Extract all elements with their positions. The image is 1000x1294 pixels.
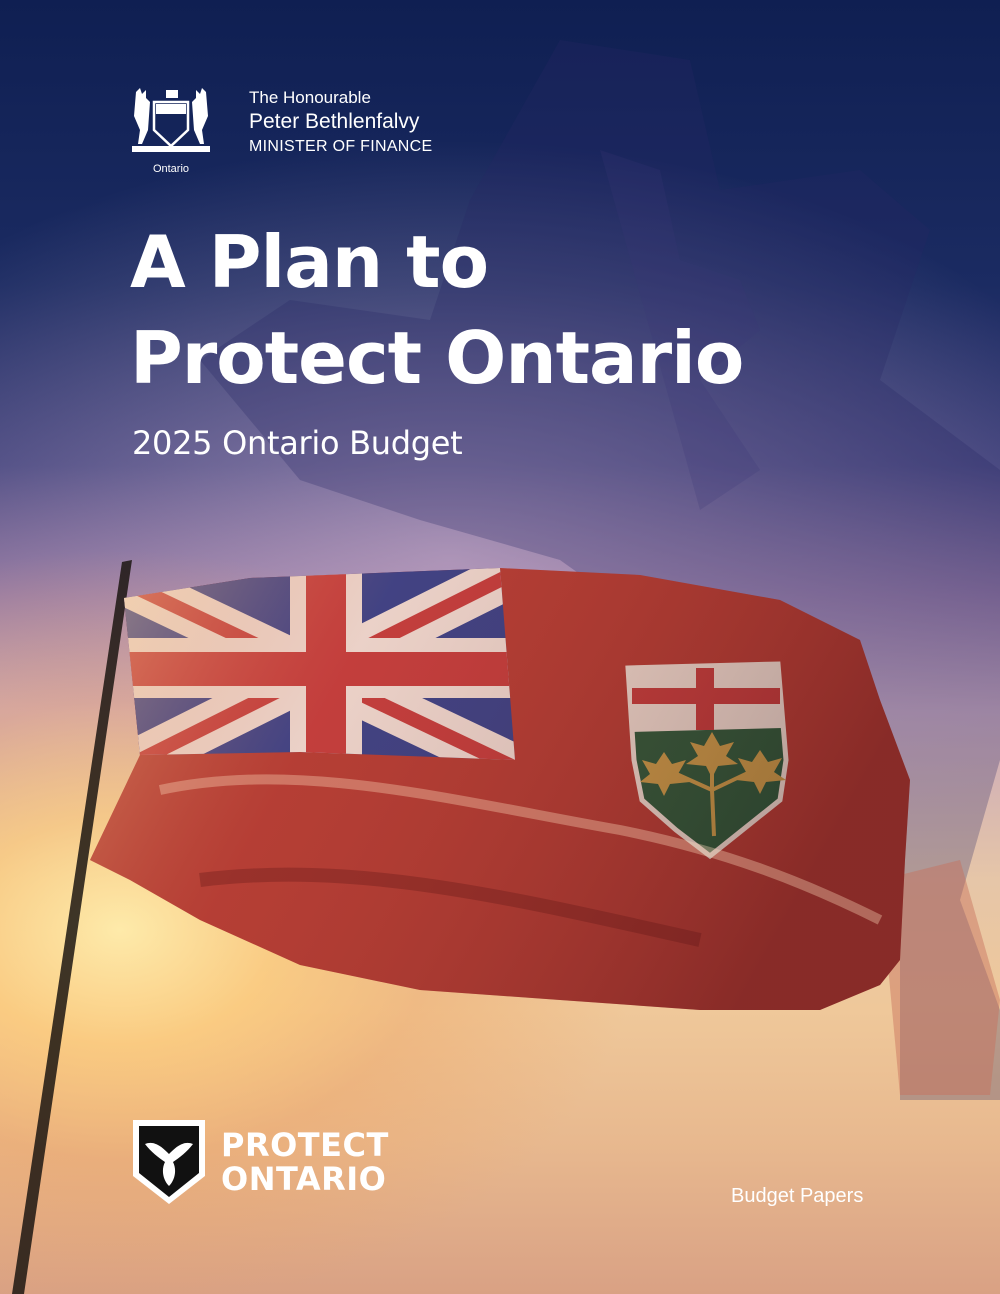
ontario-coat-of-arms-icon bbox=[128, 86, 214, 178]
protect-ontario-wordmark bbox=[221, 1128, 389, 1196]
minister-block bbox=[249, 88, 432, 156]
brand-line-1: PROTECT bbox=[221, 1126, 389, 1164]
document-type-label: Budget Papers bbox=[731, 1185, 864, 1207]
crest-label: Ontario bbox=[152, 163, 190, 175]
protect-ontario-shield-icon bbox=[131, 1118, 207, 1206]
title-line-1: A Plan to bbox=[130, 220, 489, 304]
page-title bbox=[130, 214, 743, 406]
minister-honorific: The Honourable bbox=[249, 88, 371, 107]
minister-name: Peter Bethlenfalvy bbox=[249, 110, 420, 133]
page-subtitle: 2025 Ontario Budget bbox=[132, 424, 463, 462]
brand-line-2: ONTARIO bbox=[221, 1160, 387, 1198]
title-line-2: Protect Ontario bbox=[130, 316, 744, 400]
minister-role: MINISTER OF FINANCE bbox=[249, 138, 433, 155]
